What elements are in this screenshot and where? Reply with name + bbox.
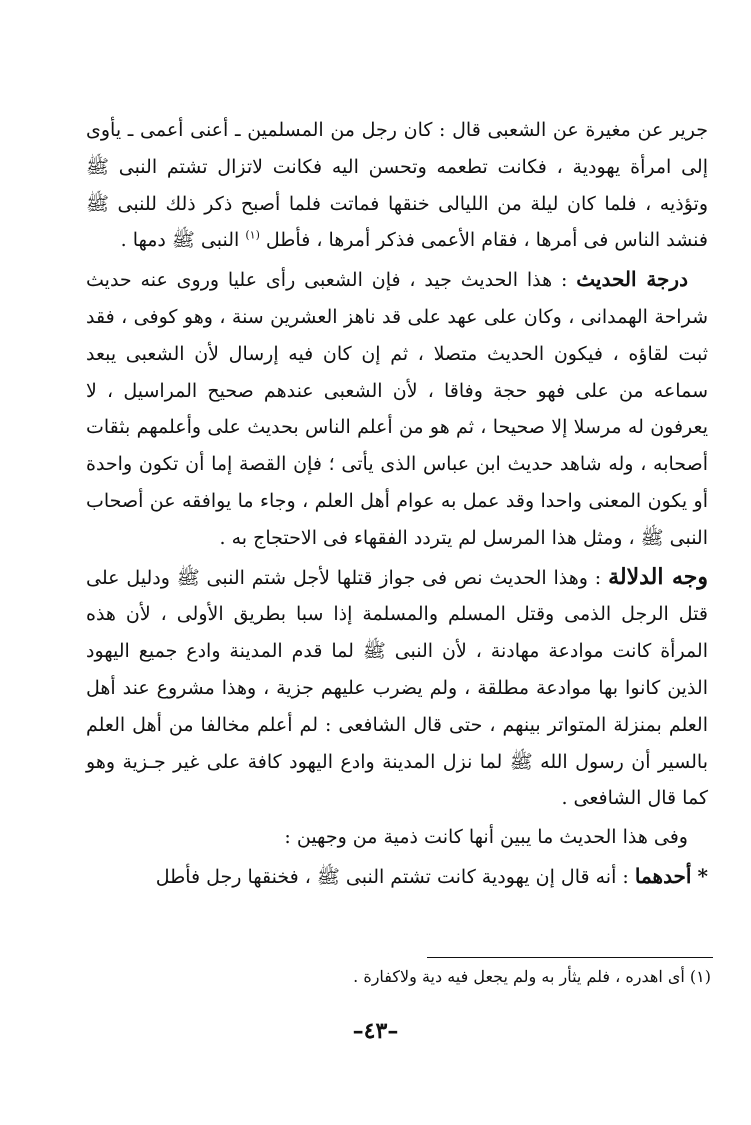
first-aspect-heading: أحدهما — [634, 863, 692, 888]
hadith-grade-paragraph — [86, 261, 708, 556]
page-body — [86, 112, 708, 898]
evidence-paragraph — [86, 559, 708, 818]
first-aspect-text: : أنه قال إن يهودية كانت تشتم النبى ﷺ ، فخنقها رجل فأطل — [155, 865, 629, 888]
page-number: –٤٣– — [352, 1018, 399, 1044]
hadith-text-before-ref: جرير عن مغيرة عن الشعبى قال : كان رجل من المسلمين ـ أعنى أعمى ـ يأوى إلى امرأة يهودية ، فكانت تطعمه وتحسن اليه فكانت لاتزال تشتم النبى ﷺ وتؤذيه ، فلما كان ليلة من الليالى خنقها فماتت فلما أصبح ذكر ذلك للنبى ﷺ فنشد الناس فى أمرها ، فقام الأعمى فذكر أمرها ، فأطل — [86, 119, 708, 252]
footnote-divider — [427, 957, 713, 958]
two-aspects-paragraph — [86, 819, 708, 856]
first-aspect-paragraph — [86, 858, 708, 896]
footnote: (١) أى اهدره ، فلم يثأر به ولم يجعل فيه دية ولاكفارة . — [353, 967, 711, 986]
hadith-text-after-ref: النبى ﷺ دمها . — [120, 229, 240, 252]
evidence-text: : وهذا الحديث نص فى جواز قتلها لأجل شتم النبى ﷺ ودليل على قتل الرجل الذمى وقتل المسلم والمسلمة إذا سبا بطريق الأولى ، لأن هذه المرأة كانت موادعة مهادنة ، لأن النبى ﷺ لما قدم المدينة وادع جميع اليهود الذين كانوا بها موادعة مطلقة ، ولم يضرب عليهم جزية ، وهذا مشروع عند أهل العلم بمنزلة المتواتر بينهم ، حتى قال الشافعى : لم أعلم مخالفا من أهل العلم بالسير أن رسول الله ﷺ لما نزل المدينة وادع اليهود كافة على غير جـزية وهو كما قال الشافعى . — [86, 566, 708, 810]
hadith-text-paragraph — [86, 112, 708, 259]
asterisk-bullet: * — [697, 863, 708, 888]
evidence-heading: وجه الدلالة — [608, 563, 709, 590]
hadith-grade-text: : هذا الحديث جيد ، فإن الشعبى رأى عليا وروى عنه حديث شراحة الهمدانى ، وكان على عهد على قد ناهز العشرين سنة ، وهو كوفى ، فقد ثبت لقاؤه ، فيكون الحديث متصلا ، ثم إن كان فيه إرسال لأن الشعبى يبعد سماعه من على فهو حجة وفاقا ، لأن الشعبى عندهم صحيح المراسيل ، لا يعرفون له مرسلا إلا صحيحا ، ثم هو من أعلم الناس بحديث على وأعلمهم بثقات أصحابه ، وله شاهد حديث ابن عباس الذى يأتى ؛ فإن القصة إما أن تكون واحدة أو يكون المعنى واحدا وقد عمل به عوام أهل العلم ، وجاء ما يوافقه عن أصحاب النبى ﷺ ، ومثل هذا المرسل لم يتردد الفقهاء فى الاحتجاج به . — [86, 269, 708, 549]
footnote-reference: (١) — [245, 229, 260, 243]
two-aspects-text: وفى هذا الحديث ما يبين أنها كانت ذمية من وجهين : — [284, 826, 688, 849]
hadith-grade-heading: درجة الحديث — [576, 267, 688, 292]
